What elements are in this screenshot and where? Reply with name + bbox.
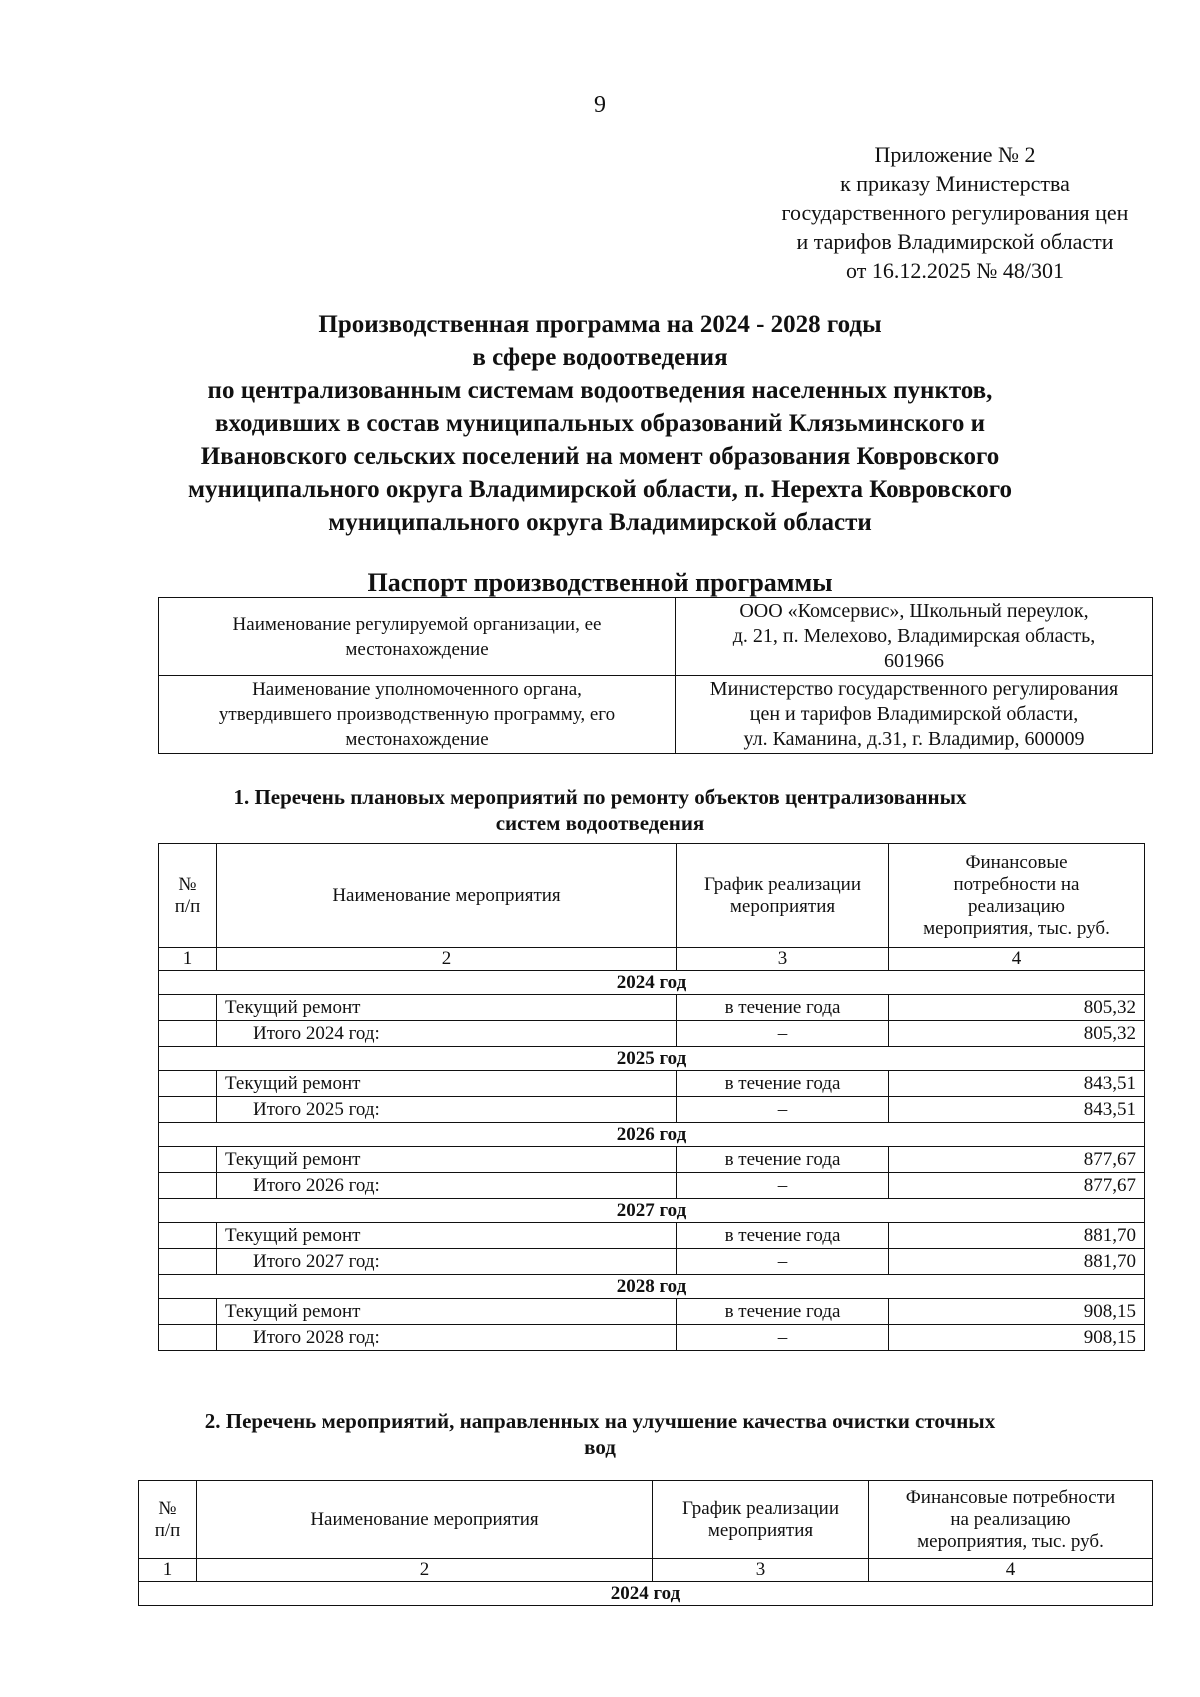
appendix-line: к приказу Министерства: [840, 171, 1070, 196]
measure-name: Текущий ремонт: [217, 1071, 677, 1097]
passport-label-line: местонахождение: [345, 729, 489, 750]
row-num: [159, 1249, 217, 1275]
total-row: [159, 1021, 1145, 1047]
header-line: мероприятия, тыс. руб.: [923, 917, 1110, 939]
table-row: [159, 995, 1145, 1021]
row-num: [159, 1147, 217, 1173]
page-number: 9: [594, 92, 606, 118]
total-value: 881,70: [889, 1249, 1145, 1275]
header-line: Финансовые потребности: [905, 1486, 1116, 1508]
document-title: [100, 308, 1100, 539]
total-schedule: –: [677, 1097, 889, 1123]
header-num: [139, 1481, 197, 1559]
appendix-line: государственного регулирования цен: [781, 200, 1129, 225]
passport-value-line: д. 21, п. Мелехово, Владимирская область,: [732, 625, 1096, 647]
section-title-line: 1. Перечень плановых мероприятий по ремонту объектов централизованных: [233, 785, 967, 809]
row-num: [159, 1325, 217, 1351]
passport-row: [159, 676, 1153, 754]
column-number: 4: [889, 948, 1145, 971]
header-line: №: [158, 1497, 177, 1519]
total-value: 877,67: [889, 1173, 1145, 1199]
table-row: [159, 1299, 1145, 1325]
measure-value: 805,32: [889, 995, 1145, 1021]
header-line: на реализацию: [950, 1508, 1071, 1530]
appendix-block: [730, 140, 1180, 285]
year-label: 2024 год: [159, 971, 1145, 995]
measure-schedule: в течение года: [677, 995, 889, 1021]
section-2-title: [100, 1408, 1100, 1460]
row-num: [159, 1021, 217, 1047]
header-line: мероприятия: [729, 895, 836, 917]
header-name: Наименование мероприятия: [217, 844, 677, 948]
year-label: 2025 год: [159, 1047, 1145, 1071]
measure-name: Текущий ремонт: [217, 1223, 677, 1249]
appendix-line: от 16.12.2025 № 48/301: [846, 258, 1064, 283]
column-number: 3: [653, 1559, 869, 1582]
measure-value: 843,51: [889, 1071, 1145, 1097]
passport-value-line: цен и тарифов Владимирской области,: [749, 703, 1079, 725]
passport-value-line: ООО «Комсервис», Школьный переулок,: [739, 600, 1089, 622]
header-line: мероприятия, тыс. руб.: [917, 1530, 1104, 1552]
repair-measures-table: [158, 843, 1145, 1351]
column-number: 4: [869, 1559, 1153, 1582]
appendix-line: Приложение № 2: [874, 142, 1036, 167]
section-title-line: систем водоотведения: [495, 811, 705, 835]
column-number-row: [139, 1559, 1153, 1582]
measure-name: Текущий ремонт: [217, 1299, 677, 1325]
passport-label-line: утвердившего производственную программу, его: [218, 704, 616, 725]
passport-value: [676, 598, 1153, 676]
total-schedule: –: [677, 1249, 889, 1275]
total-label: Итого 2027 год:: [217, 1249, 677, 1275]
header-schedule: [677, 844, 889, 948]
row-num: [159, 1097, 217, 1123]
passport-table: [158, 597, 1153, 754]
total-row: [159, 1173, 1145, 1199]
table-row: [159, 1147, 1145, 1173]
column-number: 2: [197, 1559, 653, 1582]
total-row: [159, 1325, 1145, 1351]
passport-label: Наименование регулируемой организации, ее местонахождение: [159, 598, 676, 676]
year-row: [139, 1582, 1153, 1606]
table-row: [159, 1223, 1145, 1249]
passport-label-line: Наименование уполномоченного органа,: [252, 679, 582, 700]
column-number: 2: [217, 948, 677, 971]
header-line: п/п: [154, 1519, 181, 1541]
measure-value: 908,15: [889, 1299, 1145, 1325]
total-label: Итого 2024 год:: [217, 1021, 677, 1047]
measure-value: 877,67: [889, 1147, 1145, 1173]
title-line: по централизованным системам водоотведения населенных пунктов,: [207, 377, 993, 404]
year-row: [159, 1275, 1145, 1299]
measure-name: Текущий ремонт: [217, 1147, 677, 1173]
total-schedule: –: [677, 1325, 889, 1351]
header-line: п/п: [174, 895, 201, 917]
year-rows: [159, 971, 1145, 1351]
section-title-line: 2. Перечень мероприятий, направленных на улучшение качества очистки сточных: [204, 1409, 996, 1433]
year-row: [159, 971, 1145, 995]
measure-schedule: в течение года: [677, 1299, 889, 1325]
total-label: Итого 2028 год:: [217, 1325, 677, 1351]
title-line: в сфере водоотведения: [472, 344, 728, 371]
section-title-line: вод: [584, 1435, 616, 1459]
title-line: входивших в состав муниципальных образований Клязьминского и: [214, 410, 986, 437]
passport-value-line: ул. Каманина, д.31, г. Владимир, 600009: [743, 728, 1085, 750]
table-header-row: [159, 844, 1145, 948]
year-row: [159, 1199, 1145, 1223]
header-num: [159, 844, 217, 948]
year-label: 2024 год: [139, 1582, 1153, 1606]
year-row: [159, 1123, 1145, 1147]
row-num: [159, 1299, 217, 1325]
row-num: [159, 1173, 217, 1199]
title-line: Ивановского сельских поселений на момент образования Ковровского: [200, 443, 1000, 470]
header-name: Наименование мероприятия: [197, 1481, 653, 1559]
header-line: потребности на: [953, 873, 1080, 895]
passport-row: [159, 598, 1153, 676]
section-1-title: [100, 784, 1100, 836]
measure-value: 881,70: [889, 1223, 1145, 1249]
header-line: мероприятия: [707, 1519, 814, 1541]
total-schedule: –: [677, 1173, 889, 1199]
total-value: 908,15: [889, 1325, 1145, 1351]
title-line: муниципального округа Владимирской области, п. Нерехта Ковровского: [188, 476, 1012, 503]
total-row: [159, 1249, 1145, 1275]
year-label: 2026 год: [159, 1123, 1145, 1147]
total-schedule: –: [677, 1021, 889, 1047]
header-finance: [889, 844, 1145, 948]
measure-name: Текущий ремонт: [217, 995, 677, 1021]
header-line: График реализации: [681, 1497, 840, 1519]
row-num: [159, 1071, 217, 1097]
measure-schedule: в течение года: [677, 1071, 889, 1097]
total-label: Итого 2025 год:: [217, 1097, 677, 1123]
total-value: 805,32: [889, 1021, 1145, 1047]
header-line: Финансовые: [965, 851, 1068, 873]
passport-title: Паспорт производственной программы: [367, 568, 833, 597]
column-number: 1: [159, 948, 217, 971]
column-number: 1: [139, 1559, 197, 1582]
title-line: муниципального округа Владимирской области: [328, 509, 872, 536]
total-row: [159, 1097, 1145, 1123]
passport-value-line: Министерство государственного регулирования: [709, 678, 1119, 700]
header-line: График реализации: [703, 873, 862, 895]
table-row: [159, 1071, 1145, 1097]
appendix-line: и тарифов Владимирской области: [796, 229, 1114, 254]
total-value: 843,51: [889, 1097, 1145, 1123]
table-header-row: [139, 1481, 1153, 1559]
passport-value-line: 601966: [884, 650, 944, 672]
year-label: 2027 год: [159, 1199, 1145, 1223]
year-row: [159, 1047, 1145, 1071]
header-line: реализацию: [968, 895, 1065, 917]
row-num: [159, 1223, 217, 1249]
header-line: №: [178, 873, 197, 895]
column-number-row: [159, 948, 1145, 971]
total-label: Итого 2026 год:: [217, 1173, 677, 1199]
header-finance: [869, 1481, 1153, 1559]
title-line: Производственная программа на 2024 - 2028 годы: [318, 311, 882, 338]
passport-label: [159, 676, 676, 754]
row-num: [159, 995, 217, 1021]
year-label: 2028 год: [159, 1275, 1145, 1299]
passport-value: [676, 676, 1153, 754]
column-number: 3: [677, 948, 889, 971]
measure-schedule: в течение года: [677, 1147, 889, 1173]
header-schedule: [653, 1481, 869, 1559]
measure-schedule: в течение года: [677, 1223, 889, 1249]
quality-measures-table: [138, 1480, 1153, 1606]
